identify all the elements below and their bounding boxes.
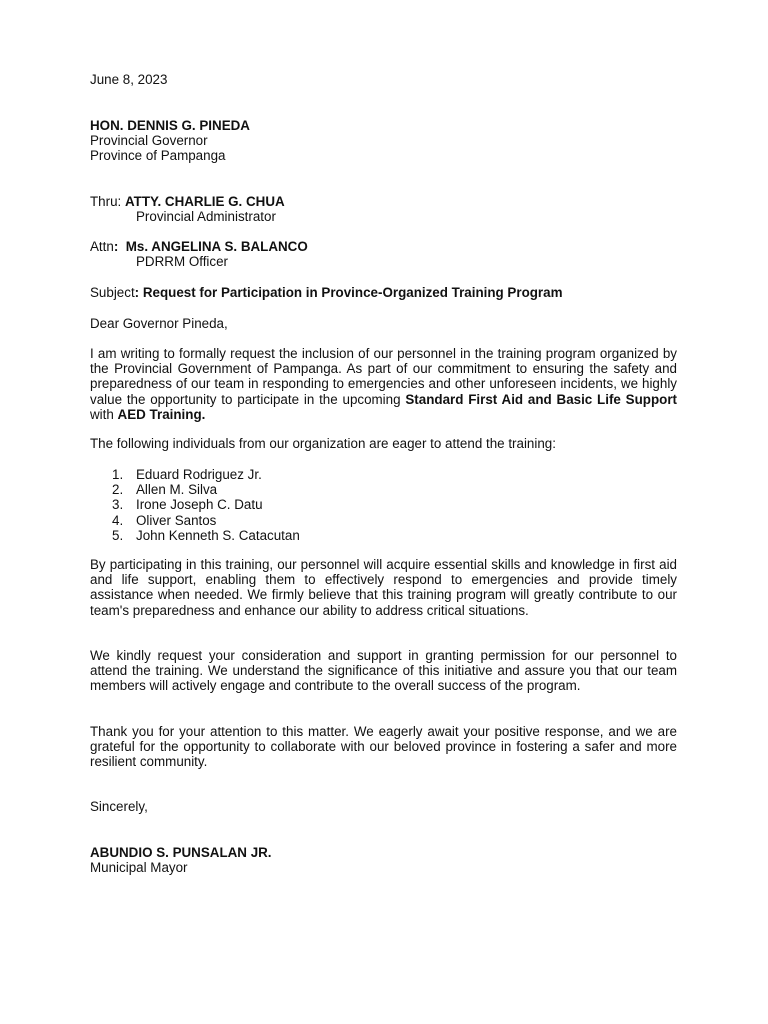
list-item: 4. Oliver Santos [112,512,217,528]
participant-list [112,467,300,543]
signatory-title: Municipal Mayor [90,860,188,876]
attn-name: Ms. ANGELINA S. BALANCO [125,239,308,254]
paragraph-request: I am writing to formally request the inclusion of our personnel in the training program organized by the Provincial Government of Pampanga. As part of our commitment to ensuring the safety and preparedness of our team in responding to emergencies and other unforeseen incidents, we highly value the opportunity to participate in the upcoming Standard First Aid and Basic Life Support with AED Training. [90,346,677,422]
subject-text: : Request for Participation in Province-Organized Training Program [134,285,563,300]
paragraph-benefits: By participating in this training, our personnel will acquire essential skills and knowledge in first aid and life support, enabling them to effectively respond to emergencies and provide timely assistance when needed. We firmly believe that this training program will greatly contribute to our team's preparedness and enhance our ability to address critical situations. [90,557,677,618]
list-item: 3. Irone Joseph C. Datu [112,497,263,513]
closing: Sincerely, [90,799,148,814]
signatory-block [90,845,677,875]
signatory-name: ABUNDIO S. PUNSALAN JR. [90,845,272,860]
list-item: 5. John Kenneth S. Catacutan [112,527,300,543]
thru-title: Provincial Administrator [136,209,276,225]
recipient-office: Province of Pampanga [90,148,226,164]
list-item: 2. Allen M. Silva [112,482,218,498]
recipient-block [90,118,677,164]
training-extra: AED Training. [117,406,206,422]
thru-name: ATTY. CHARLIE G. CHUA [124,194,285,209]
salutation: Dear Governor Pineda, [90,316,228,331]
subject-label: Subject [90,285,135,300]
attn-title: PDRRM Officer [136,254,229,270]
subject-line [90,285,677,300]
list-intro: The following individuals from our organization are eager to attend the training: [90,436,556,451]
training-name: Standard First Aid and Basic Life Support [405,391,677,407]
thru-label: Thru: [90,194,125,209]
attn-block: Attn: Ms. ANGELINA S. BALANCO PDRRM Officer [90,239,677,269]
recipient-title: Provincial Governor [90,133,208,149]
attn-label: Attn [90,239,114,254]
paragraph-permission: We kindly request your consideration and support in granting permission for our personnel to attend the training. We understand the significance of this initiative and assure you that our team members will actively engage and contribute to the overall success of the program. [90,648,677,694]
recipient-name: HON. DENNIS G. PINEDA [90,118,250,133]
letter-date: June 8, 2023 [90,72,168,87]
list-item: 1. Eduard Rodriguez Jr. [112,467,262,482]
paragraph-thanks: Thank you for your attention to this matter. We eagerly await your positive response, and we are grateful for the opportunity to collaborate with our beloved province in fostering a safer and more resilient community. [90,724,677,770]
thru-block [90,194,677,224]
